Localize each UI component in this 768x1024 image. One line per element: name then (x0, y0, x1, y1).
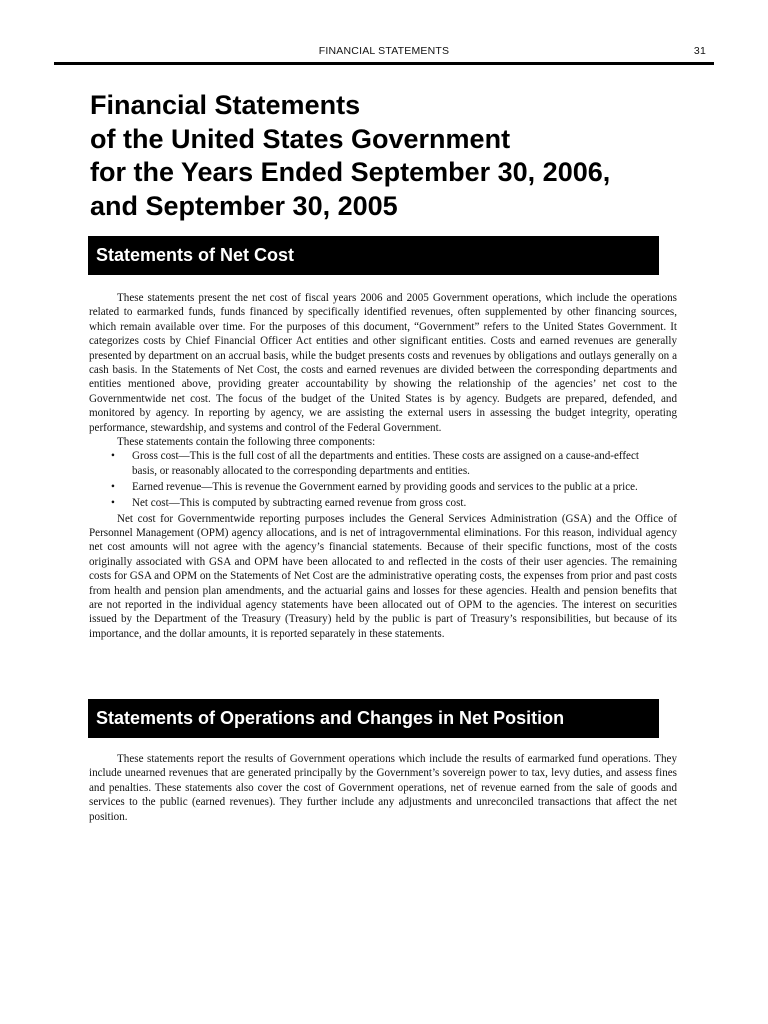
document-title-line: of the United States Government (90, 123, 511, 154)
operations-paragraph: These statements report the results of Government operations which include the results of earmarked fund operations. They include unearned revenues that are generated principally by the Government’s sovereign power to tax, levy duties, and assess fines and penalties. These statements also cover the cost of Government operations, net of revenue earned from the sale of goods and services to the public (earned revenues). They further include any adjustments and unreconciled transactions that affect the net position. (89, 753, 677, 823)
list-item (89, 496, 677, 510)
running-header-section-title: FINANCIAL STATEMENTS (318, 45, 450, 57)
net-cost-closing-paragraph: Net cost for Governmentwide reporting purposes includes the General Services Administration (GSA) and the Office of Personnel Management (OPM) agency allocations, and is net of intragovernmental eliminations. For this reason, individual agency net cost amounts will not agree with the agency’s financial statements. Because of their specific functions, most of the costs originally associated with GSA and OPM have been allocated to and reflected in the costs of their user agencies. The remaining costs for GSA and OPM on the Statements of Net Cost are the administrative operating costs, the expenses from prior and past costs from health and pension plan amendments, and the actuarial gains and losses for these agencies. Health and pension benefits that are not reported in the individual agency statements have been allocated out of OPM to the agencies. The interest on securities issued by the Department of the Treasury (Treasury) held by the public is part of Treasury’s responsibilities, but because of its importance, and the dollar amounts, it is reported separately in these statements. (89, 512, 677, 640)
net-cost-section-body (89, 291, 677, 641)
list-item (89, 480, 677, 494)
running-header (54, 42, 714, 64)
header-rule (54, 62, 714, 65)
page-number: 31 (693, 45, 706, 57)
section-heading-net-cost: Statements of Net Cost (88, 236, 659, 275)
components-intro-paragraph: These statements contain the following three components: (117, 436, 376, 449)
list-item-text: Net cost—This is computed by subtracting earned revenue from gross cost. (132, 496, 467, 509)
document-title-line: for the Years Ended September 30, 2006, (90, 157, 611, 187)
document-title (90, 89, 710, 223)
components-list (89, 449, 677, 510)
list-item (89, 449, 677, 478)
section-heading-operations: Statements of Operations and Changes in Net Position (88, 699, 659, 738)
net-cost-intro-paragraph: These statements present the net cost of fiscal years 2006 and 2005 Government operations, which include the operations related to earmarked funds, funds financed by specifically identified revenues, often supplemented by other financing sources, which remain available over time. For the purposes of this document, “Government” refers to the United States Government. It categorizes costs by Chief Financial Officer Act entities and other significant entities. Costs and earned revenues are generally presented by department on an accrual basis, while the budget presents costs and revenues by obligations and outlays generally on a cash basis. In the Statements of Net Cost, the costs and earned revenues are divided between the corresponding departments and entities mentioned above, providing greater accountability by showing the relationship of the agencies’ net cost to the Governmentwide net cost. The focus of the budget of the United States is by agency. Budgets are prepared, defended, and monitored by agency. In reporting by agency, we are assisting the external users in assessing the budget integrity, operating performance, stewardship, and systems and control of the Federal Government. (89, 292, 677, 434)
bullet-icon: • (111, 496, 115, 509)
document-title-line: and September 30, 2005 (90, 190, 398, 221)
bullet-icon: • (111, 480, 115, 493)
document-title-line: Financial Statements (90, 90, 361, 120)
list-item-text: Earned revenue—This is revenue the Government earned by providing goods and services to the public at a price. (132, 480, 638, 493)
bullet-icon: • (111, 450, 115, 463)
list-item-text: Gross cost—This is the full cost of all the departments and entities. These costs are assigned on a cause-and-effect basis, or reasonably allocated to the corresponding departments and entities. (132, 450, 639, 477)
operations-section-body (89, 752, 677, 824)
